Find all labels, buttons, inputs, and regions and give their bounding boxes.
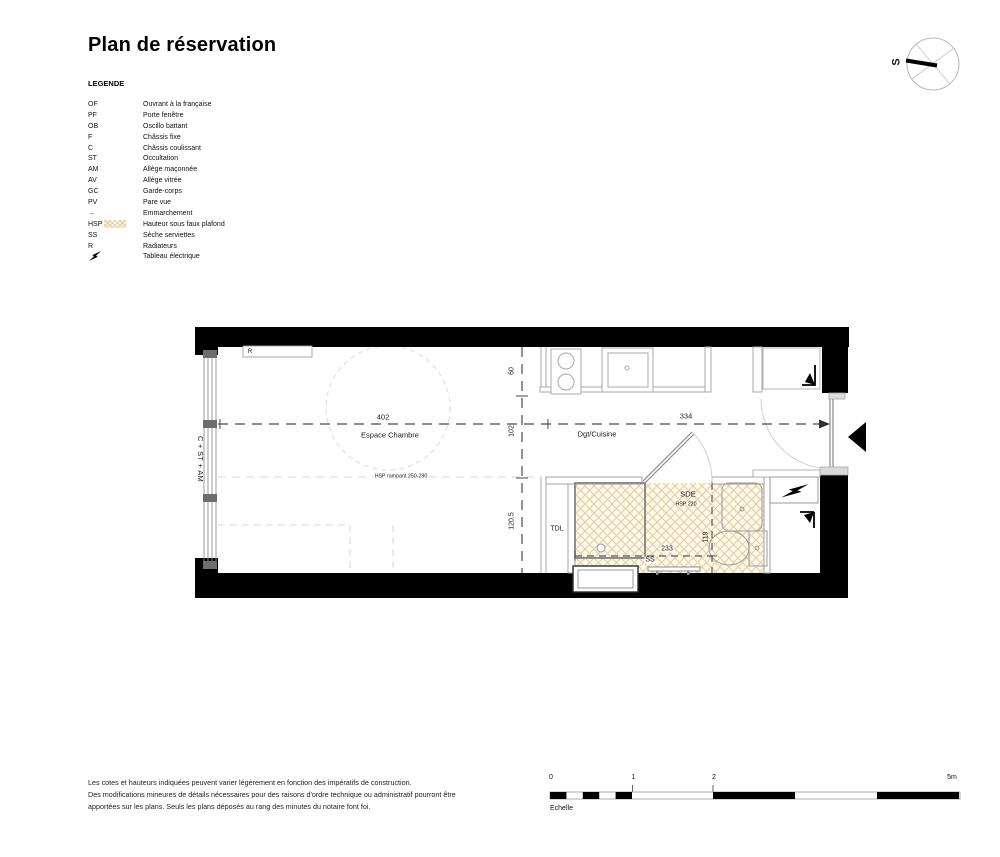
rampant-zone (218, 525, 350, 573)
electrical-panel (770, 477, 818, 528)
scale-label-1: 1 (631, 774, 636, 781)
ss-label: SS (645, 556, 655, 564)
footer-line: apportées sur les plans. Seuls les plans déposés au rang des minutes du notaire font foi. (88, 802, 371, 812)
legend-label: Châssis coulissant (143, 144, 201, 152)
scale-caption: Echelle (550, 805, 573, 812)
legend-label: Allège maçonnée (143, 166, 198, 174)
legend-label: Hauteur sous faux plafond (143, 220, 225, 228)
legend-abbr: OF (88, 100, 98, 108)
scale-label-5m: 5m (947, 774, 957, 781)
compass (906, 38, 959, 90)
legend-abbr: F (88, 133, 93, 141)
legend-label: Emmarchement (143, 209, 193, 217)
room-label-tdl: TDL (550, 525, 564, 533)
footer-line: Des modifications mineures de détails nécessaires pour des raisons d'ordre technique ou administratif pourront être (88, 790, 456, 800)
legend-abbr: AM (88, 166, 99, 174)
footer-disclaimer (88, 777, 456, 814)
legend-abbr: SS (88, 231, 98, 239)
legend-abbr: OB (88, 122, 99, 130)
radiator-label: R (247, 349, 253, 355)
dim-334: 334 (679, 411, 693, 421)
room-label-sde: SDE (680, 489, 696, 499)
dim-402: 402 (376, 412, 390, 422)
legend-label: Ouvrant à la française (143, 100, 212, 108)
room-label-chambre: Espace Chambre (361, 430, 419, 440)
legend-abbr: HSP (88, 220, 103, 228)
window (203, 350, 217, 569)
dim-60: 60 (508, 367, 516, 375)
kitchen (540, 347, 711, 394)
footer-line: Les cotes et hauteurs indiquées peuvent varier légèrement en fonction des impératifs de construction. (88, 778, 412, 787)
legend-heading: LEGENDE (88, 79, 125, 88)
legend-label: Pare vue (143, 198, 172, 206)
window-label: C + ST + AM (195, 435, 205, 483)
bathroom-door (643, 432, 712, 483)
legend-abbr: AV (88, 177, 97, 185)
legend-label: Occultation (143, 155, 179, 163)
scale-bar (550, 785, 960, 799)
legend-abbr: PF (88, 111, 97, 119)
legend-label: Allège vitrée (143, 177, 182, 185)
legend-label: Tableau électrique (143, 253, 200, 261)
legend-abbr: ST (88, 155, 97, 163)
compass-south-label: S (890, 58, 903, 66)
entry-closet (753, 347, 820, 392)
vanity (573, 566, 638, 592)
legend-label: Porte fenêtre (143, 111, 184, 119)
legend-abbr: C (88, 144, 94, 152)
dim-102: 102 (508, 425, 516, 437)
dim-233: 233 (661, 545, 673, 553)
legend-label: Garde-corps (143, 188, 182, 196)
entrance-arrow (848, 422, 866, 452)
legend-label: Radiateurs (143, 242, 177, 250)
compass-needle (906, 61, 937, 66)
room-label-cuisine: Dgt/Cuisine (577, 429, 617, 439)
threshold (753, 470, 820, 477)
dim-119: 119 (702, 531, 710, 543)
dim-120-5: 120.5 (508, 512, 516, 530)
arrow-right-icon: → (88, 209, 95, 217)
scale-label-2: 2 (712, 774, 716, 781)
sde-hatch-area (575, 483, 765, 573)
hsp-rampant-label: HSP rampant 250-290 (374, 473, 428, 480)
hsp-sde-label: HSP 220 (675, 501, 697, 508)
legend-abbr: R (88, 242, 94, 250)
radiator-box (243, 346, 312, 357)
legend-abbr: PV (88, 198, 98, 206)
entrance-door (753, 393, 848, 477)
clearance-circle (326, 346, 450, 470)
towel-rail (648, 567, 700, 571)
page-title: Plan de réservation (88, 34, 277, 56)
kitchen-partition (705, 347, 711, 392)
legend-label: Sèche serviettes (143, 231, 195, 239)
legend-abbr: GC (88, 188, 99, 196)
chamber-guides (218, 346, 541, 573)
legend-label: Oscillo battant (143, 122, 188, 130)
scale-label-0: 0 (549, 774, 553, 781)
legend-label: Châssis fixe (143, 133, 181, 141)
